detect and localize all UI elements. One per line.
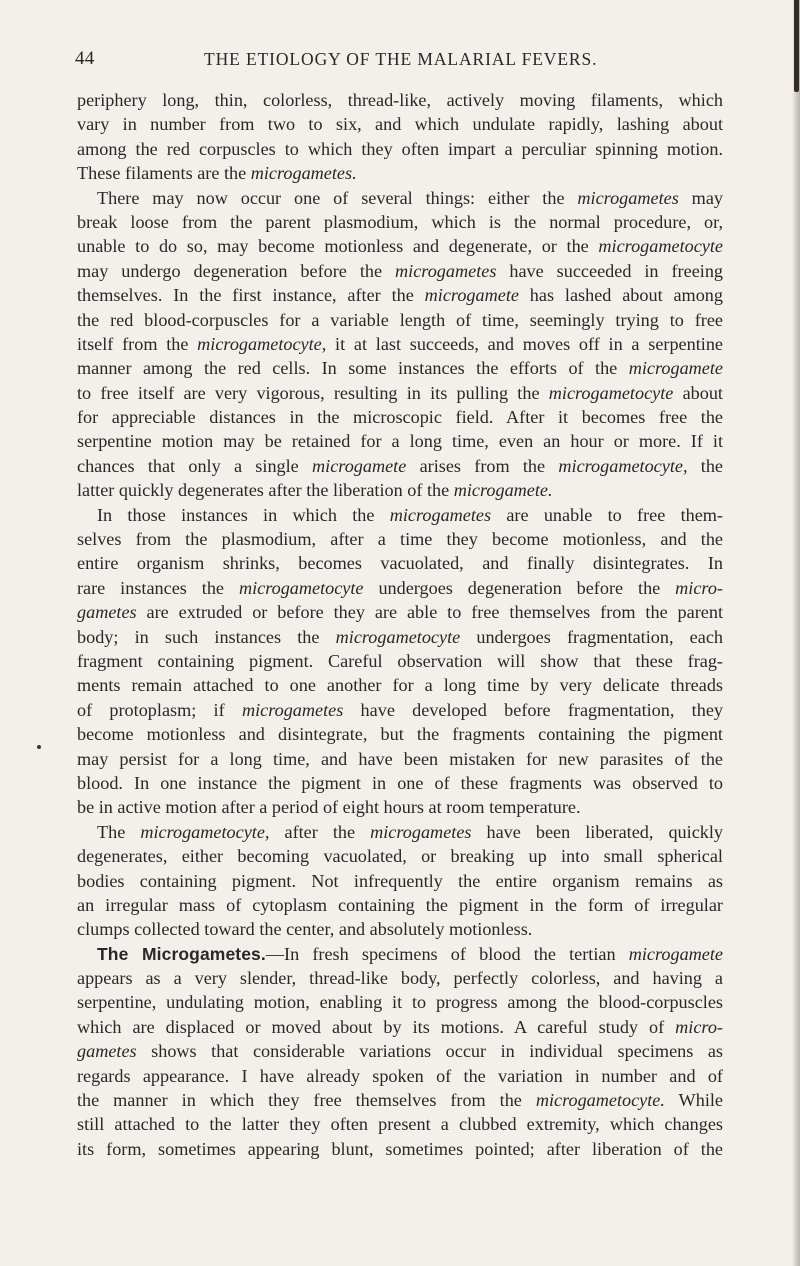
italic-term: micro- xyxy=(675,1016,723,1037)
page-edge-mark xyxy=(794,0,799,92)
text-segment: unable to do so, may become motionless and degenerate, or the xyxy=(77,236,599,257)
text-segment: have developed before fragmentation, they xyxy=(343,699,723,720)
italic-term: microgamete. xyxy=(453,480,553,501)
section-run-in-heading: The Microgametes. xyxy=(97,943,266,964)
text-line xyxy=(77,844,723,868)
text-line xyxy=(77,722,723,746)
margin-speck xyxy=(37,745,41,749)
italic-term: microgametes. xyxy=(250,163,357,184)
text-segment: are unable to free them- xyxy=(491,504,723,525)
text-segment: bodies containing pigment. Not infrequently the entire organism remains as xyxy=(77,870,723,891)
italic-term: microgametocyte, xyxy=(558,455,688,476)
text-line xyxy=(77,795,723,819)
text-segment: In those instances in which the xyxy=(97,504,390,525)
text-line xyxy=(77,210,723,234)
text-line xyxy=(77,576,723,600)
text-segment: latter quickly degenerates after the liberation of the xyxy=(77,480,454,501)
text-segment: about xyxy=(673,382,723,403)
text-segment: become motionless and disintegrate, but the fragments containing the pigment xyxy=(77,724,723,745)
text-line xyxy=(77,381,723,405)
text-segment: serpentine, undulating motion, enabling it to progress among the blood-corpuscles xyxy=(77,992,723,1013)
text-line xyxy=(77,698,723,722)
italic-term: microgamete xyxy=(628,943,723,964)
italic-term: microgamete xyxy=(312,455,407,476)
italic-term: microgametocyte, xyxy=(140,821,270,842)
text-segment: may xyxy=(678,187,723,208)
italic-term: microgametocyte xyxy=(598,236,723,257)
text-segment: There may now occur one of several things: either the xyxy=(97,187,578,208)
text-line xyxy=(77,454,723,478)
body-text xyxy=(77,88,723,1161)
text-segment: the manner in which they free themselves from the xyxy=(77,1090,536,1111)
text-line xyxy=(77,673,723,697)
text-segment: the xyxy=(687,455,723,476)
text-segment: fragment containing pigment. Careful observation will show that these frag- xyxy=(77,650,723,671)
text-segment: rare instances the xyxy=(77,577,239,598)
text-line xyxy=(77,1039,723,1063)
text-line xyxy=(77,966,723,990)
text-segment: break loose from the parent plasmodium, which is the normal procedure, or, xyxy=(77,211,723,232)
italic-term: gametes xyxy=(77,602,137,623)
text-segment: undergoes fragmentation, each xyxy=(460,626,723,647)
text-segment: appears as a very slender, thread-like body, perfectly colorless, and having a xyxy=(77,968,723,989)
italic-term: microgametocyte xyxy=(335,626,461,647)
text-segment: periphery long, thin, colorless, thread-like, actively moving filaments, which xyxy=(77,90,723,110)
text-segment: body; in such instances the xyxy=(77,626,336,647)
text-segment: have been liberated, quickly xyxy=(471,821,724,842)
italic-term: micro- xyxy=(675,577,723,598)
text-segment: blood. In one instance the pigment in one of these fragments was observed to xyxy=(77,772,723,793)
text-line xyxy=(77,990,723,1014)
text-segment: have succeeded in freeing xyxy=(496,260,724,281)
text-segment: to free itself are very vigorous, resulting in its pulling the xyxy=(77,382,549,403)
text-line xyxy=(77,1112,723,1136)
text-line xyxy=(77,503,723,527)
text-line xyxy=(77,649,723,673)
text-line xyxy=(77,112,723,136)
text-segment: While xyxy=(664,1090,723,1111)
italic-term: gametes xyxy=(77,1041,137,1062)
text-segment: vary in number from two to six, and which undulate rapidly, lashing about xyxy=(77,114,723,135)
running-head xyxy=(75,48,723,72)
text-line xyxy=(77,917,723,941)
text-segment: after the xyxy=(269,821,371,842)
text-line xyxy=(77,186,723,210)
text-segment: ments remain attached to one another for a long time by very delicate threads xyxy=(77,675,723,696)
text-segment: may undergo degeneration before the xyxy=(77,260,396,281)
italic-term: microgametocyte xyxy=(238,577,364,598)
italic-term: microgametes xyxy=(370,821,472,842)
text-line xyxy=(77,625,723,649)
text-segment: clumps collected toward the center, and absolutely motionless. xyxy=(77,919,533,940)
text-segment: an irregular mass of cytoplasm containing the pigment in the form of irregular xyxy=(77,894,723,915)
text-line xyxy=(77,527,723,551)
italic-term: microgametes xyxy=(577,187,679,208)
text-line xyxy=(77,1064,723,1088)
italic-term: microgametocyte, xyxy=(197,333,327,354)
text-line xyxy=(77,551,723,575)
text-segment: still attached to the latter they often present a clubbed extremity, which changes xyxy=(77,1114,723,1135)
text-segment: chances that only a single xyxy=(77,455,313,476)
text-segment: among the red corpuscles to which they often impart a perculiar spinning motion. xyxy=(77,138,723,159)
text-segment: selves from the plasmodium, after a time they become motionless, and the xyxy=(77,529,723,550)
text-segment: itself from the xyxy=(77,333,198,354)
text-segment: it at last succeeds, and moves off in a serpentine xyxy=(326,333,723,354)
text-segment: shows that considerable variations occur in individual specimens as xyxy=(136,1041,723,1062)
text-segment: manner among the red cells. In some instances the efforts of the xyxy=(77,358,629,379)
text-line xyxy=(77,1137,723,1161)
text-line xyxy=(77,478,723,502)
text-segment: These filaments are the xyxy=(77,163,251,184)
text-line xyxy=(77,259,723,283)
text-line xyxy=(77,1088,723,1112)
text-segment: has lashed about among xyxy=(518,285,723,306)
text-line xyxy=(77,308,723,332)
text-segment: of protoplasm; if xyxy=(77,699,242,720)
text-line xyxy=(77,942,723,966)
italic-term: microgametes xyxy=(395,260,497,281)
text-line xyxy=(77,405,723,429)
text-segment: entire organism shrinks, becomes vacuolated, and finally disintegrates. In xyxy=(77,553,723,574)
text-line xyxy=(77,771,723,795)
text-segment: —In fresh specimens of blood the tertian xyxy=(265,943,629,964)
text-line xyxy=(77,137,723,161)
text-line xyxy=(77,600,723,624)
text-segment: its form, sometimes appearing blunt, sometimes pointed; after liberation of the xyxy=(77,1138,723,1159)
text-segment: serpentine motion may be retained for a long time, even an hour or more. If it xyxy=(77,431,723,452)
text-segment: may persist for a long time, and have been mistaken for new parasites of the xyxy=(77,748,723,769)
running-title: THE ETIOLOGY OF THE MALARIAL FEVERS. xyxy=(204,49,598,69)
text-line xyxy=(77,893,723,917)
text-segment: themselves. In the first instance, after the xyxy=(77,285,425,306)
page-edge-shadow xyxy=(792,0,800,1266)
italic-term: microgametes xyxy=(389,504,492,525)
italic-term: microgametocyte. xyxy=(535,1090,665,1111)
page-number: 44 xyxy=(75,48,95,69)
text-line xyxy=(77,332,723,356)
text-line xyxy=(77,283,723,307)
italic-term: microgametocyte xyxy=(548,382,674,403)
text-line xyxy=(77,869,723,893)
text-segment: undergoes degeneration before the xyxy=(363,577,676,598)
text-segment: be in active motion after a period of eight hours at room temperature. xyxy=(77,797,581,818)
text-line xyxy=(77,429,723,453)
text-line xyxy=(77,356,723,380)
text-line xyxy=(77,161,723,185)
text-segment: are extruded or before they are able to free themselves from the parent xyxy=(136,602,723,623)
text-line xyxy=(77,1015,723,1039)
text-segment: regards appearance. I have already spoken of the variation in number and of xyxy=(77,1065,723,1086)
text-segment: degenerates, either becoming vacuolated, or breaking up into small spherical xyxy=(77,846,723,867)
italic-term: microgamete xyxy=(424,285,519,306)
italic-term: microgametes xyxy=(241,699,344,720)
text-segment: arises from the xyxy=(406,455,559,476)
text-line xyxy=(77,747,723,771)
italic-term: microgamete xyxy=(628,358,723,379)
text-line xyxy=(77,234,723,258)
text-segment: the red blood-corpuscles for a variable length of time, seemingly trying to free xyxy=(77,309,723,330)
text-segment: The xyxy=(97,821,141,842)
text-line xyxy=(77,88,723,112)
text-line xyxy=(77,820,723,844)
text-segment: which are displaced or moved about by its motions. A careful study of xyxy=(77,1016,676,1037)
text-segment: for appreciable distances in the microscopic field. After it becomes free the xyxy=(77,407,723,428)
